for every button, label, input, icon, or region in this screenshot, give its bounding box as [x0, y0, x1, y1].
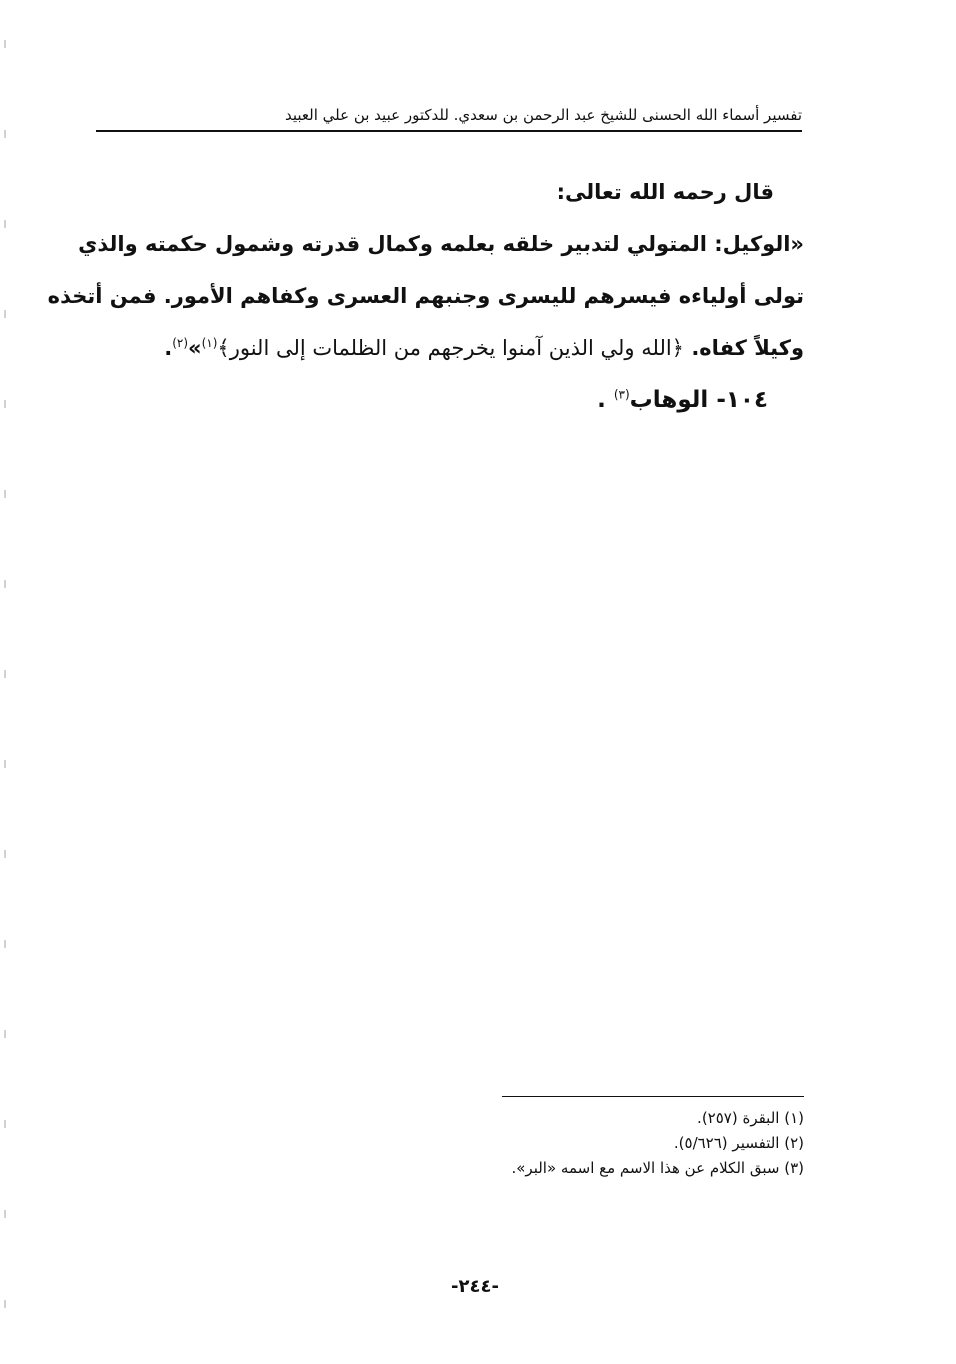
footnote-3: (٣) سبق الكلام عن هذا الاسم مع اسمه «البر».: [511, 1159, 804, 1177]
entry-period: .: [597, 387, 606, 413]
footnote-2: (٢) التفسير (٥/٦٢٦).: [673, 1134, 804, 1152]
entry-number: ١٠٤-: [716, 387, 768, 413]
running-header: تفسير أسماء الله الحسنى للشيخ عبد الرحمن بن سعدي. للدكتور عبيد بن علي العبيد: [284, 106, 802, 124]
paragraph-line-2: تولى أولياءه فيسرهم لليسرى وجنبهم العسرى وكفاهم الأمور. فمن أتخذه: [47, 284, 804, 308]
footnote-1: (١) البقرة (٢٥٧).: [697, 1109, 804, 1127]
footnote-ref-1: (١): [201, 336, 218, 350]
paragraph-line-3: [94, 322, 804, 374]
quote-close-mark: »: [188, 336, 202, 360]
footnotes: [380, 1106, 804, 1181]
page-number: -٢٤٤-: [451, 1276, 499, 1297]
quran-quote: ﴿الله ولي الذين آمنوا يخرجهم من الظلمات إلى النور﴾: [217, 336, 684, 360]
paragraph-line-3-lead: وكيلاً كفاه.: [691, 336, 804, 360]
scan-edge-artifact: [4, 0, 6, 1364]
footnote-ref-3: (٣): [613, 387, 630, 402]
intro-line: قال رحمه الله تعالى:: [556, 180, 774, 204]
footnote-rule: [502, 1096, 804, 1097]
entry-name: الوهاب: [629, 387, 709, 413]
main-text: [47, 166, 804, 426]
entry-heading: [94, 374, 804, 426]
quote-period: .: [164, 336, 173, 360]
header-rule: [96, 130, 802, 132]
footnote-ref-2: (٢): [172, 336, 189, 350]
paragraph-line-1: «الوكيل: المتولي لتدبير خلقه بعلمه وكمال قدرته وشمول حكمته والذي: [78, 232, 804, 256]
